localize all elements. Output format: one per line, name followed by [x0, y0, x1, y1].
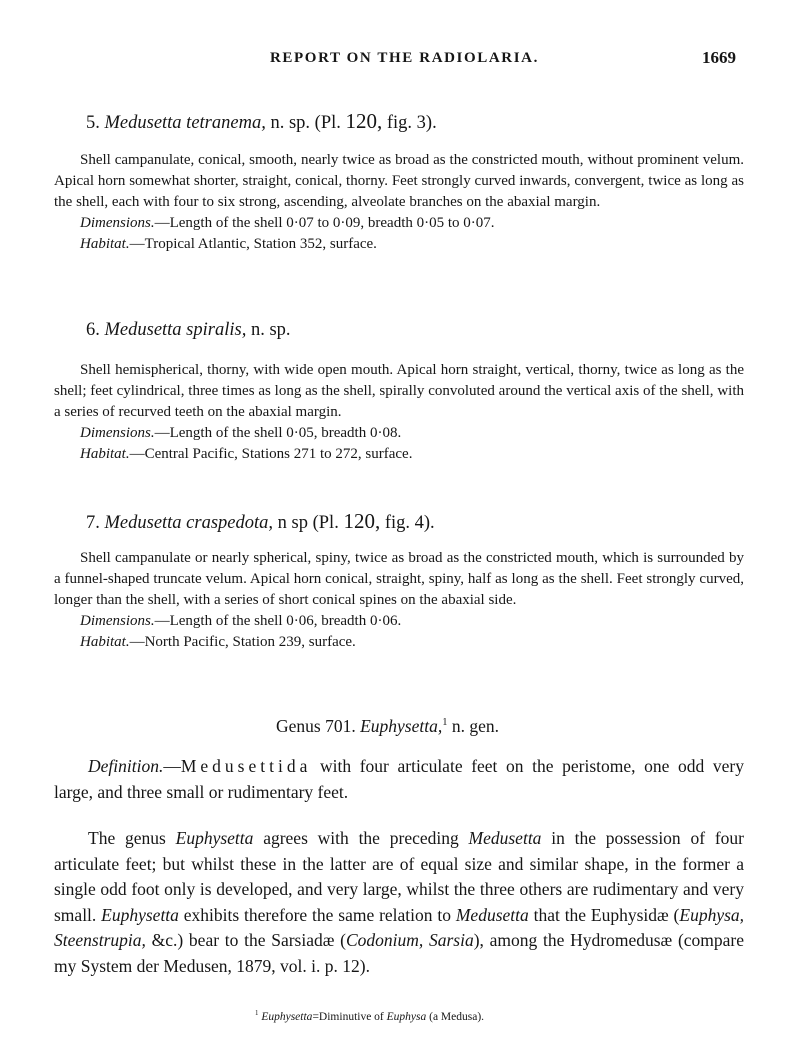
habitat-label: Habitat. [80, 236, 130, 252]
footnote-tail: (a Medusa). [429, 1011, 485, 1023]
habitat-value: —North Pacific, Station 239, surface. [129, 634, 356, 650]
dimensions-value: —Length of the shell 0·07 to 0·09, breadth 0·05 to 0·07. [154, 215, 495, 231]
figure-ref: fig. 3). [386, 113, 437, 133]
species-name: Medusetta tetranema, [104, 113, 266, 133]
species-dimensions [54, 611, 744, 632]
species-name: Medusetta craspedota, [104, 513, 274, 533]
page-header [0, 48, 800, 72]
species-heading [86, 509, 435, 534]
habitat-label: Habitat. [80, 634, 130, 650]
dimensions-value: —Length of the shell 0·05, breadth 0·08. [154, 425, 402, 441]
definition-text: with four articulate feet on the peristome, one odd very large, and three small or rudimentary feet. [54, 756, 745, 802]
text-run: in the possession of four articulate feet; but whilst these in the latter are of equal size and similar shape, in the former a single odd foot only is developed, and very large, whilst the three others are rudimentary and very small. [54, 828, 744, 925]
species-status: n sp [277, 513, 308, 533]
text-run: &c.) bear to the Sarsiadæ ( [151, 930, 346, 950]
species-habitat [54, 234, 744, 255]
species-body [54, 150, 744, 255]
italic-run: Codonium, Sarsia [345, 930, 474, 950]
species-status: n. sp. [250, 320, 291, 340]
italic-run: Medusetta [468, 828, 542, 848]
footnote-mark: 1 [255, 1010, 259, 1018]
figure-ref: fig. 4). [384, 513, 435, 533]
definition-dash: — [163, 756, 181, 776]
plate-number: 120, [345, 109, 383, 133]
running-title: REPORT ON THE RADIOLARIA. [270, 50, 539, 66]
habitat-label: Habitat. [80, 446, 130, 462]
genus-definition [54, 754, 744, 805]
dimensions-label: Dimensions. [80, 215, 155, 231]
dimensions-value: —Length of the shell 0·06, breadth 0·06. [154, 613, 402, 629]
plate-ref: (Pl. [312, 513, 339, 533]
genus-prefix: Genus 701. [276, 716, 356, 736]
text-run: agrees with the preceding [263, 828, 459, 848]
text-run: The genus [88, 828, 166, 848]
page-number: 1669 [702, 48, 736, 67]
italic-run: Euphysetta [175, 828, 254, 848]
habitat-value: —Central Pacific, Stations 271 to 272, surface. [129, 446, 413, 462]
species-number: 5. [86, 113, 100, 133]
species-habitat [54, 444, 744, 465]
footnote-eq: =Diminutive of [312, 1011, 384, 1023]
species-heading [86, 109, 437, 134]
plate-number: 120, [343, 509, 381, 533]
species-description: Shell campanulate or nearly spherical, spiny, twice as broad as the constricted mouth, which is surrounded by a funnel-shaped truncate velum. Apical horn conical, straight, spiny, half as long as the shell. Feet strongly curved, longer than the shell, with a series of short conical spines on the abaxial side. [54, 550, 744, 608]
definition-label: Definition. [88, 756, 164, 776]
species-body [54, 548, 744, 653]
genus-name: Euphysetta, [360, 716, 443, 736]
species-number: 7. [86, 513, 100, 533]
species-name: Medusetta spiralis, [104, 320, 247, 340]
footnote-ref: Euphysa [386, 1011, 427, 1023]
genus-heading [276, 716, 499, 737]
footnote [255, 1011, 484, 1023]
species-body [54, 360, 744, 465]
species-dimensions [54, 213, 744, 234]
italic-run: Euphysetta [101, 904, 179, 925]
habitat-value: —Tropical Atlantic, Station 352, surface. [129, 236, 377, 252]
species-habitat [54, 632, 744, 653]
footnote-term: Euphysetta [261, 1011, 313, 1023]
species-dimensions [54, 423, 744, 444]
text-run: exhibits therefore the same relation to [183, 904, 451, 925]
footnote-marker: 1 [442, 717, 448, 729]
italic-run: Euphysa, Steenstrupia, [54, 904, 745, 950]
dimensions-label: Dimensions. [80, 425, 155, 441]
species-number: 6. [86, 320, 100, 340]
species-description: Shell hemispherical, thorny, with wide open mouth. Apical horn straight, vertical, thorny, twice as long as the shell; feet cylindrical, three times as long as the shell, spirally convoluted around the vertical axis of the shell, with a series of recurved teeth on the abaxial margin. [54, 362, 744, 420]
genus-discussion [54, 826, 744, 979]
species-description: Shell campanulate, conical, smooth, nearly twice as broad as the constricted mouth, without prominent velum. Apical horn somewhat shorter, straight, conical, thorny. Feet strongly curved inwards, convergent, twice as long as the shell, each with four to six strong, ascending, alveolate branches on the abaxial margin. [54, 152, 744, 210]
genus-body [54, 754, 744, 979]
text-run: ), among the Hydromedusæ (compare my System der Medusen, 1879, vol. i. p. 12). [54, 930, 745, 976]
dimensions-label: Dimensions. [80, 613, 155, 629]
plate-ref: (Pl. [314, 113, 341, 133]
definition-family: Medusettida [180, 756, 312, 776]
species-heading [86, 320, 291, 341]
italic-run: Medusetta [455, 904, 529, 925]
species-status: n. sp. [270, 113, 311, 133]
genus-status: n. gen. [451, 716, 500, 736]
text-run: that the Euphysidæ ( [533, 904, 680, 925]
